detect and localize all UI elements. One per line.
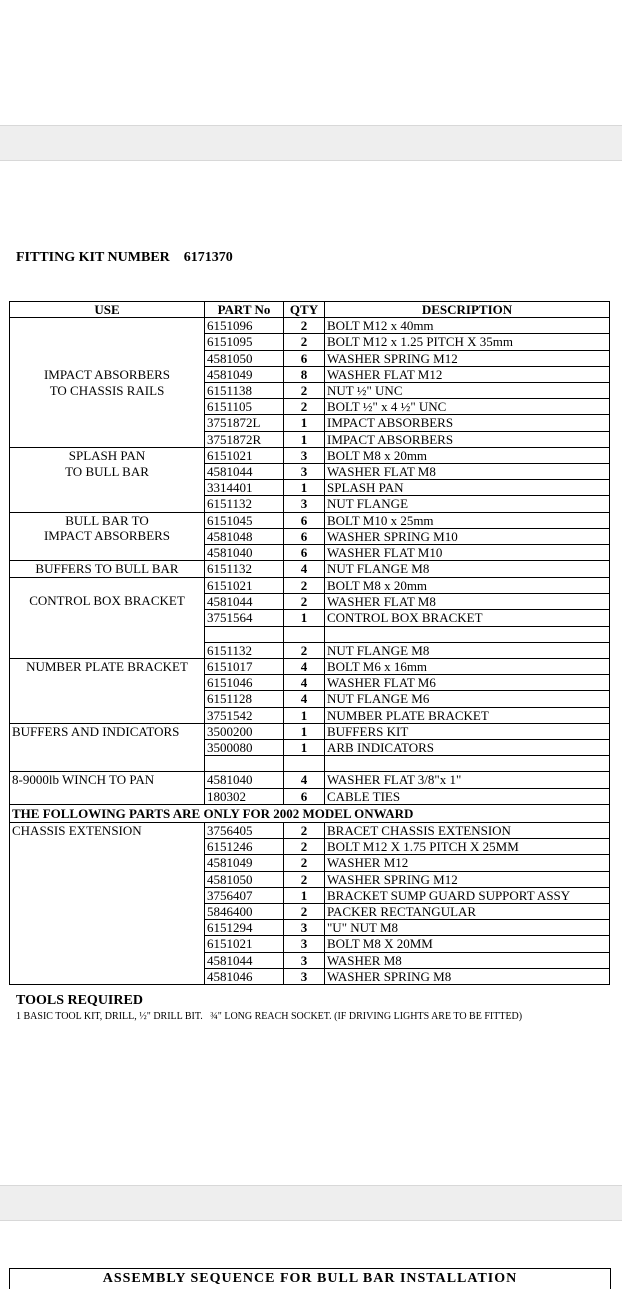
description-cell: BOLT M8 x 20mm [325, 577, 610, 593]
part-number-cell: 6151294 [205, 920, 284, 936]
quantity-cell: 2 [284, 642, 325, 658]
quantity-cell: 1 [284, 431, 325, 447]
part-number-cell [205, 626, 284, 642]
description-cell: WASHER SPRING M12 [325, 350, 610, 366]
description-cell [325, 626, 610, 642]
part-number-cell: 4581049 [205, 366, 284, 382]
description-cell: NUT FLANGE M8 [325, 561, 610, 578]
use-cell [10, 561, 205, 578]
part-number-cell: 6151045 [205, 512, 284, 528]
part-number-cell: 6151021 [205, 447, 284, 463]
quantity-cell: 3 [284, 447, 325, 463]
description-cell: NUMBER PLATE BRACKET [325, 707, 610, 723]
use-label: 8-9000lb WINCH TO PAN [12, 772, 155, 788]
quantity-cell: 3 [284, 952, 325, 968]
quantity-cell: 2 [284, 334, 325, 350]
page-gap-bottom [0, 1185, 622, 1221]
description-cell: "U" NUT M8 [325, 920, 610, 936]
description-cell: WASHER M12 [325, 855, 610, 871]
description-cell: WASHER SPRING M8 [325, 968, 610, 984]
part-number-cell: 3751872R [205, 431, 284, 447]
part-number-cell: 3500080 [205, 739, 284, 755]
description-cell: ARB INDICATORS [325, 739, 610, 755]
description-cell: NUT FLANGE M8 [325, 642, 610, 658]
quantity-cell: 2 [284, 904, 325, 920]
table-row [10, 561, 610, 578]
part-number-cell: 6151132 [205, 496, 284, 512]
description-cell: IMPACT ABSORBERS [325, 415, 610, 431]
quantity-cell [284, 756, 325, 772]
quantity-cell: 3 [284, 496, 325, 512]
use-label: BUFFERS TO BULL BAR [35, 561, 179, 577]
table-row [10, 447, 610, 463]
part-number-cell: 3756407 [205, 887, 284, 903]
use-label: TO BULL BAR [65, 463, 149, 479]
description-cell: CABLE TIES [325, 788, 610, 804]
use-label: IMPACT ABSORBERS [43, 528, 171, 544]
use-cell [10, 318, 205, 448]
part-number-cell: 6151132 [205, 642, 284, 658]
part-number-cell: 3500200 [205, 723, 284, 739]
quantity-cell: 1 [284, 415, 325, 431]
quantity-cell: 6 [284, 350, 325, 366]
description-cell: WASHER SPRING M12 [325, 871, 610, 887]
quantity-cell: 1 [284, 480, 325, 496]
use-label: SPLASH PAN [68, 447, 146, 463]
part-number-cell: 6151096 [205, 318, 284, 334]
use-label: NUMBER PLATE BRACKET [26, 658, 188, 674]
part-number-cell: 6151021 [205, 936, 284, 952]
use-cell [10, 577, 205, 658]
part-number-cell: 6151017 [205, 658, 284, 674]
use-label: CHASSIS EXTENSION [12, 822, 142, 838]
quantity-cell: 2 [284, 855, 325, 871]
quantity-cell: 3 [284, 464, 325, 480]
part-number-cell: 3756405 [205, 822, 284, 838]
table-row [10, 822, 610, 838]
part-number-cell: 4581049 [205, 855, 284, 871]
description-cell: BOLT M6 x 16mm [325, 658, 610, 674]
quantity-cell: 1 [284, 707, 325, 723]
use-label: BULL BAR TO [65, 512, 149, 528]
description-cell: WASHER FLAT M12 [325, 366, 610, 382]
use-label: BUFFERS AND INDICATORS [12, 723, 180, 739]
description-cell: BOLT ½" x 4 ½" UNC [325, 399, 610, 415]
description-cell: NUT FLANGE M6 [325, 691, 610, 707]
quantity-cell: 4 [284, 561, 325, 578]
table-row [10, 577, 610, 593]
model-notice-row [10, 804, 610, 822]
description-cell: CONTROL BOX BRACKET [325, 610, 610, 626]
header-qty: QTY [284, 302, 325, 318]
table-row [10, 772, 610, 788]
description-cell: PACKER RECTANGULAR [325, 904, 610, 920]
description-cell: WASHER FLAT M10 [325, 545, 610, 561]
header-use: USE [10, 302, 205, 318]
quantity-cell: 1 [284, 610, 325, 626]
parts-table [9, 301, 610, 985]
part-number-cell: 4581048 [205, 528, 284, 544]
quantity-cell: 2 [284, 822, 325, 838]
part-number-cell: 6151021 [205, 577, 284, 593]
use-cell [10, 723, 205, 772]
description-cell: BOLT M10 x 25mm [325, 512, 610, 528]
part-number-cell: 3751564 [205, 610, 284, 626]
quantity-cell: 2 [284, 839, 325, 855]
part-number-cell: 4581044 [205, 464, 284, 480]
part-number-cell: 4581046 [205, 968, 284, 984]
description-cell [325, 756, 610, 772]
quantity-cell: 3 [284, 936, 325, 952]
part-number-cell: 3314401 [205, 480, 284, 496]
part-number-cell: 6151046 [205, 675, 284, 691]
part-number-cell: 5846400 [205, 904, 284, 920]
quantity-cell: 8 [284, 366, 325, 382]
quantity-cell: 2 [284, 383, 325, 399]
description-cell: BOLT M12 x 40mm [325, 318, 610, 334]
description-cell: BOLT M12 X 1.75 PITCH X 25MM [325, 839, 610, 855]
quantity-cell: 4 [284, 675, 325, 691]
description-cell: WASHER M8 [325, 952, 610, 968]
description-cell: WASHER FLAT M8 [325, 594, 610, 610]
quantity-cell: 4 [284, 772, 325, 788]
part-number-cell: 6151105 [205, 399, 284, 415]
quantity-cell: 6 [284, 788, 325, 804]
use-cell [10, 822, 205, 984]
use-cell [10, 512, 205, 561]
parts-table-body [10, 318, 610, 985]
part-number-cell: 4581044 [205, 594, 284, 610]
part-number-cell: 3751872L [205, 415, 284, 431]
description-cell: BOLT M8 x 20mm [325, 447, 610, 463]
description-cell: WASHER FLAT M6 [325, 675, 610, 691]
table-row [10, 512, 610, 528]
description-cell: BRACKET SUMP GUARD SUPPORT ASSY [325, 887, 610, 903]
quantity-cell: 6 [284, 528, 325, 544]
description-cell: WASHER SPRING M10 [325, 528, 610, 544]
description-cell: BRACET CHASSIS EXTENSION [325, 822, 610, 838]
use-cell [10, 772, 205, 804]
quantity-cell: 6 [284, 512, 325, 528]
use-cell [10, 658, 205, 723]
part-number-cell: 6151138 [205, 383, 284, 399]
quantity-cell: 2 [284, 594, 325, 610]
part-number-cell: 4581050 [205, 871, 284, 887]
table-row [10, 723, 610, 739]
use-cell [10, 447, 205, 512]
header-description: DESCRIPTION [325, 302, 610, 318]
kit-title: FITTING KIT NUMBER 6171370 [16, 250, 233, 265]
quantity-cell: 4 [284, 658, 325, 674]
use-label: TO CHASSIS RAILS [49, 382, 165, 398]
model-notice: THE FOLLOWING PARTS ARE ONLY FOR 2002 MODEL ONWARD [10, 804, 610, 822]
part-number-cell: 6151128 [205, 691, 284, 707]
description-cell: WASHER FLAT M8 [325, 464, 610, 480]
part-number-cell: 3751542 [205, 707, 284, 723]
part-number-cell: 4581050 [205, 350, 284, 366]
quantity-cell: 1 [284, 887, 325, 903]
part-number-cell: 4581040 [205, 772, 284, 788]
description-cell: NUT FLANGE [325, 496, 610, 512]
description-cell: BUFFERS KIT [325, 723, 610, 739]
quantity-cell: 4 [284, 691, 325, 707]
quantity-cell: 2 [284, 577, 325, 593]
part-number-cell: 6151095 [205, 334, 284, 350]
part-number-cell: 4581044 [205, 952, 284, 968]
quantity-cell: 3 [284, 920, 325, 936]
part-number-cell [205, 756, 284, 772]
quantity-cell: 3 [284, 968, 325, 984]
description-cell: NUT ½" UNC [325, 383, 610, 399]
use-label: IMPACT ABSORBERS [43, 366, 171, 382]
description-cell: WASHER FLAT 3/8"x 1" [325, 772, 610, 788]
description-cell: BOLT M8 X 20MM [325, 936, 610, 952]
quantity-cell: 6 [284, 545, 325, 561]
description-cell: BOLT M12 x 1.25 PITCH X 35mm [325, 334, 610, 350]
quantity-cell: 2 [284, 318, 325, 334]
description-cell: SPLASH PAN [325, 480, 610, 496]
part-number-cell: 6151132 [205, 561, 284, 578]
table-row [10, 318, 610, 334]
tools-title: TOOLS REQUIRED [16, 993, 143, 1008]
next-section-title: ASSEMBLY SEQUENCE FOR BULL BAR INSTALLATION [102, 1271, 518, 1286]
quantity-cell: 2 [284, 871, 325, 887]
part-number-cell: 4581040 [205, 545, 284, 561]
quantity-cell: 1 [284, 739, 325, 755]
use-label: CONTROL BOX BRACKET [29, 592, 185, 608]
part-number-cell: 6151246 [205, 839, 284, 855]
page-gap-top [0, 125, 622, 161]
part-number-cell: 180302 [205, 788, 284, 804]
description-cell: IMPACT ABSORBERS [325, 431, 610, 447]
quantity-cell: 1 [284, 723, 325, 739]
quantity-cell: 2 [284, 399, 325, 415]
table-header-row [10, 302, 610, 318]
tools-text: 1 BASIC TOOL KIT, DRILL, ½" DRILL BIT. ¾" LONG REACH SOCKET. (IF DRIVING LIGHTS ARE TO BE FITTED) [16, 1011, 523, 1022]
header-part-no: PART No [205, 302, 284, 318]
quantity-cell [284, 626, 325, 642]
table-row [10, 658, 610, 674]
